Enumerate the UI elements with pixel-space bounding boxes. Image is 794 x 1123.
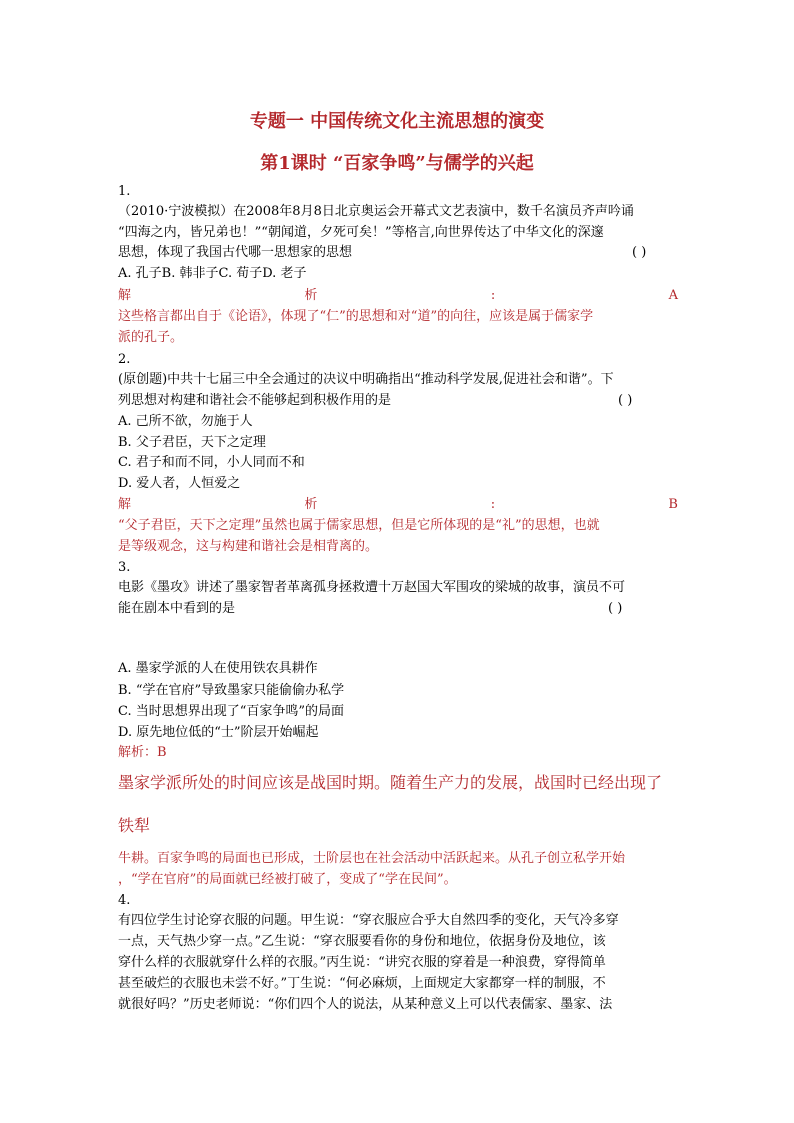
q3-explanation-line: ，“学在官府”的局面就已经被打破了，变成了“学在民间”。 [118, 872, 457, 887]
q4-stem-line: 甚至破烂的衣服也未尝不好。”丁生说：“何必麻烦，上面规定大家都穿一样的制服，不 [118, 976, 606, 991]
q4-stem-line: 穿什么样的衣服就穿什么样的衣服。”丙生说：“讲究衣服的穿着是一种浪费，穿得简单 [118, 955, 606, 970]
q3-explanation-line: 墨家学派所处的时间应该是战国时期。随着生产力的发展，战国时已经出现了 [118, 773, 663, 792]
q4-stem-line: 一点，天气热少穿一点。”乙生说：“穿衣服要看你的身份和地位，依据身份及地位，该 [118, 934, 606, 949]
q2-stem-line: (原创题)中共十七届三中全会通过的决议中明确指出“推动科学发展,促进社会和谐”。下 [118, 372, 614, 387]
answer-label-colon: : [490, 497, 496, 512]
answer-letter: A [668, 288, 678, 303]
q3-answer: 解析：B [118, 745, 167, 760]
q2-answer-paren: ( ) [618, 393, 633, 408]
answer-label-colon: : [490, 288, 496, 303]
lesson-subtitle: 第1课时 “百家争鸣”与儒学的兴起 [260, 153, 534, 174]
q2-option-a: A. 己所不欲，勿施于人 [118, 414, 253, 429]
q2-explanation-line: “父子君臣，天下之定理”虽然也属于儒家思想，但是它所体现的是“礼”的思想，也就 [118, 518, 600, 533]
q3-number: 3. [118, 560, 131, 575]
q4-stem-line: 就很好吗？”历史老师说：“你们四个人的说法，从某种意义上可以代表儒家、墨家、法 [118, 997, 613, 1012]
q3-option-a: A. 墨家学派的人在使用铁农具耕作 [118, 661, 318, 676]
q1-options: A. 孔子B. 韩非子C. 荀子D. 老子 [118, 266, 307, 281]
q4-stem-line: 有四位学生讨论穿衣服的问题。甲生说：“穿衣服应合乎大自然四季的变化，天气冷多穿 [118, 913, 619, 928]
q3-stem-line: 电影《墨攻》讲述了墨家智者革离孤身拯救遭十万赵国大军围攻的梁城的故事，演员不可 [118, 580, 626, 595]
q2-option-c: C. 君子和而不同，小人同而不和 [118, 455, 305, 470]
q3-option-c: C. 当时思想界出现了“百家争鸣”的局面 [118, 704, 345, 719]
q2-stem-line: 列思想对构建和谐社会不能够起到积极作用的是 [118, 393, 392, 408]
answer-label-char: 解 [118, 497, 132, 512]
q3-option-b: B. “学在官府”导致墨家只能偷偷办私学 [118, 683, 345, 698]
q2-option-d: D. 爱人者，人恒爱之 [118, 476, 241, 491]
q3-explanation-line: 牛耕。百家争鸣的局面也已形成，士阶层也在社会活动中活跃起来。从孔子创立私学开始 [118, 851, 626, 866]
q3-answer-paren: ( ) [608, 601, 623, 616]
answer-label-char: 析 [304, 288, 318, 303]
q3-option-d: D. 原先地位低的“士”阶层开始崛起 [118, 725, 319, 740]
q4-number: 4. [118, 893, 131, 908]
q2-number: 2. [118, 352, 131, 367]
answer-label-char: 析 [304, 497, 318, 512]
q1-number: 1. [118, 184, 131, 199]
q1-explanation-line: 这些格言都出自于《论语》，体现了“仁”的思想和对“道”的向往，应该是属于儒家学 [118, 309, 594, 324]
page-title: 专题一 中国传统文化主流思想的演变 [249, 111, 545, 132]
q3-explanation-line: 铁犁 [118, 816, 151, 835]
q1-stem-line: 思想，体现了我国古代哪一思想家的思想 [118, 245, 353, 260]
answer-letter: B [668, 497, 678, 512]
q1-stem-line: “四海之内，皆兄弟也！”“朝闻道，夕死可矣！”等格言,向世界传达了中华文化的深邃 [118, 225, 604, 240]
q3-stem-line: 能在剧本中看到的是 [118, 601, 236, 616]
q2-explanation-line: 是等级观念，这与构建和谐社会是相背离的。 [118, 539, 379, 554]
q1-explanation-line: 派的孔子。 [118, 330, 184, 345]
answer-label-char: 解 [118, 288, 132, 303]
q2-answer-label [118, 495, 678, 515]
q1-answer-paren: ( ) [632, 245, 647, 260]
q2-option-b: B. 父子君臣，天下之定理 [118, 435, 266, 450]
q1-stem-line: （2010·宁波模拟）在2008年8月8日北京奥运会开幕式文艺表演中，数千名演员齐声吟诵 [118, 204, 634, 219]
q1-answer-label [118, 286, 678, 306]
